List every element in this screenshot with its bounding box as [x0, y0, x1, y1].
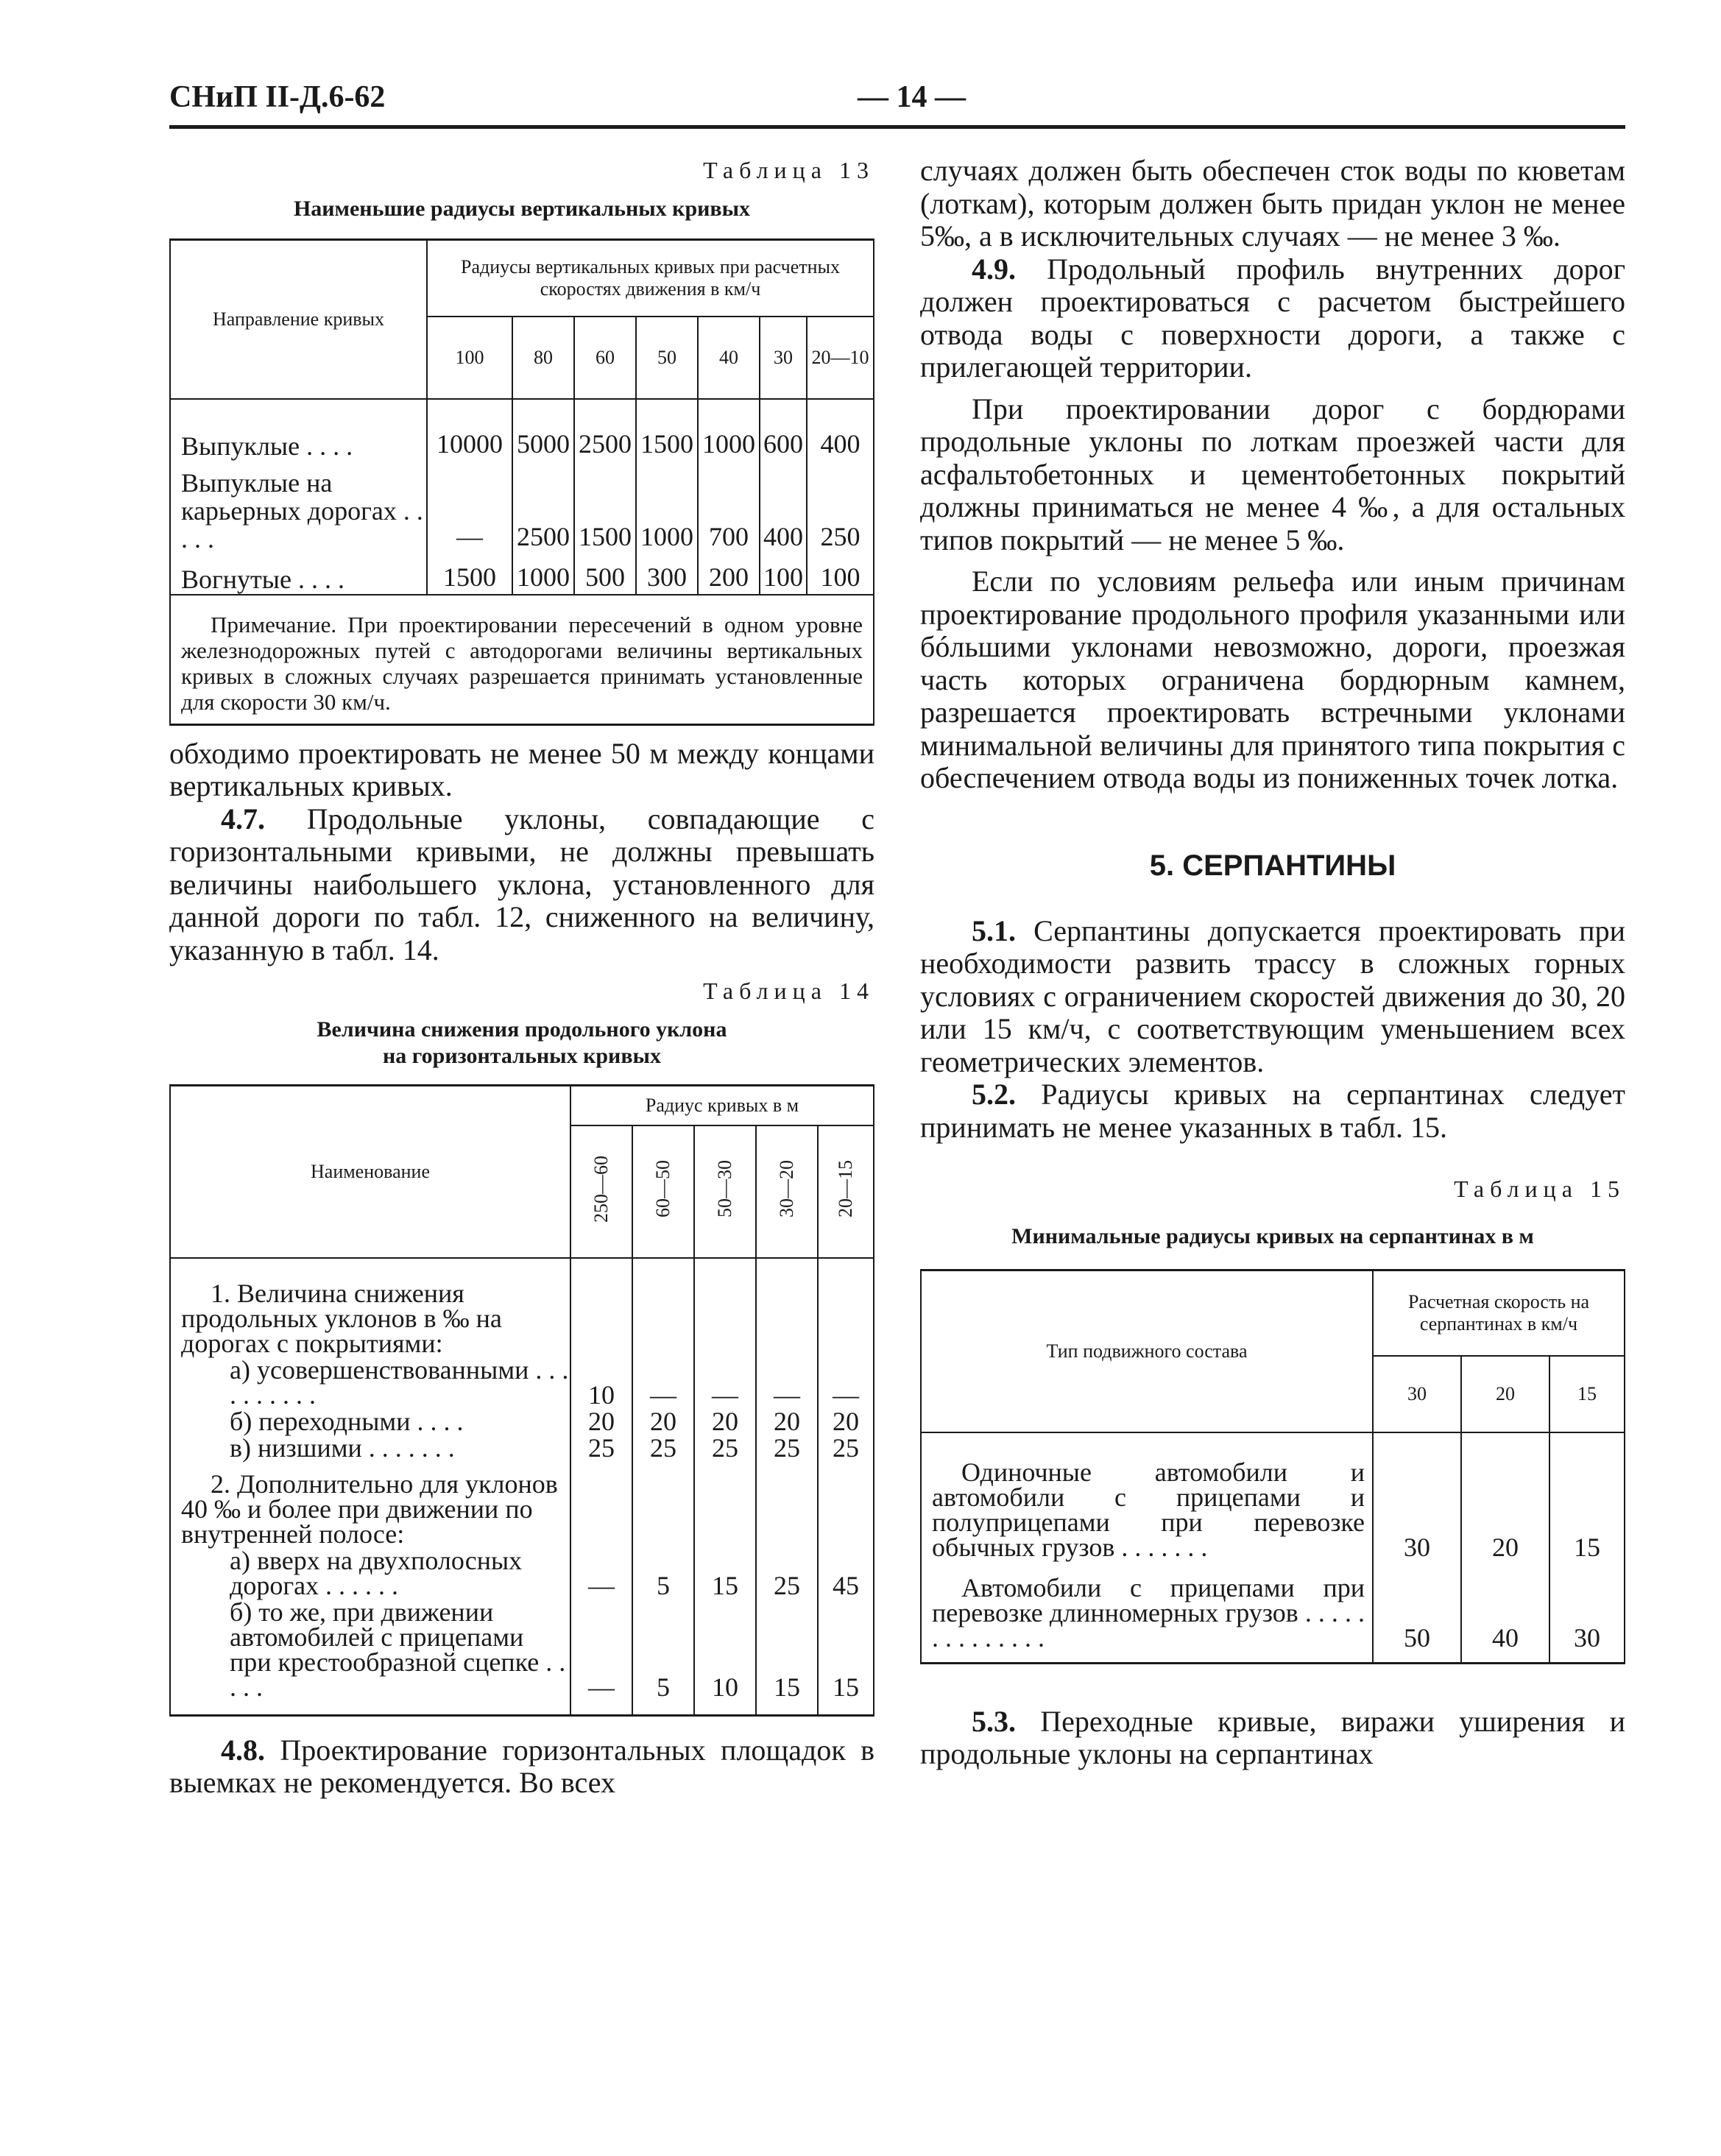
value-cell: 500	[574, 554, 636, 595]
value-cell: 25	[756, 1547, 818, 1599]
paragraph: Если по условиям рельефа или иным причинам проектирование продольного профиля указанными или бóльшими уклонами невозможно, дороги, проезжая часть которых ограничена бордюрным камнем, разрешается проектировать встречными уклонами минимальной величины для принятого типа покрытия с обеспечением отвода воды из пониженных точек лотка.	[920, 565, 1625, 794]
table14-group-head: Радиус кривых в м	[570, 1086, 874, 1125]
value-cell: 10000	[427, 399, 512, 461]
value-cell: —	[818, 1357, 874, 1408]
value-cell: —	[632, 1357, 694, 1408]
clause-number: 4.9.	[972, 252, 1016, 286]
clause-text: Радиусы кривых на серпантинах следует принимать не менее указанных в табл. 15.	[920, 1078, 1625, 1144]
table13-note: Примечание. При проектировании пересечений в одном уровне железнодорожных путей с автодорогами величины вертикальных кривых в сложных случаях разрешается принимать установленные для скорости 30 км/ч.	[181, 611, 863, 715]
value-cell: 15	[756, 1599, 818, 1716]
table-row	[170, 1357, 874, 1408]
value-cell: 20	[1461, 1432, 1549, 1561]
value-cell: 2500	[574, 399, 636, 461]
value-cell: —	[570, 1547, 632, 1599]
table15-title: Минимальные радиусы кривых на серпантинах в м	[1011, 1224, 1534, 1248]
table15-group-head: Расчетная скорость на серпантинах в км/ч	[1373, 1270, 1625, 1356]
table13-group-head: Радиусы вертикальных кривых при расчетных скоростях движения в км/ч	[427, 240, 874, 317]
value-cell: 10	[570, 1357, 632, 1408]
value-cell: 25	[632, 1435, 694, 1461]
speed-cell: 60	[574, 317, 636, 399]
radius-cell: 20—15	[835, 1160, 856, 1217]
value-cell: 20	[756, 1408, 818, 1435]
clause-number: 5.1.	[972, 913, 1016, 947]
speed-cell: 50	[636, 317, 698, 399]
value-cell: —	[570, 1599, 632, 1716]
value-cell: 1000	[698, 399, 760, 461]
table-row	[170, 1258, 874, 1357]
radius-cell: 50—30	[714, 1160, 735, 1217]
value-cell: 5000	[512, 399, 574, 461]
speed-cell: 20	[1461, 1356, 1549, 1432]
table-row	[921, 1432, 1625, 1561]
value-cell: 45	[818, 1547, 874, 1599]
speed-cell: 40	[698, 317, 760, 399]
table13-caption: Таблица 13	[703, 157, 874, 183]
row-label: Выпуклые на карьерных дорогах . . . . .	[170, 461, 427, 554]
table13-title: Наименьшие радиусы вертикальных кривых	[293, 197, 751, 221]
table-row	[170, 554, 874, 595]
value-cell: 400	[760, 461, 807, 554]
paragraph-5-3	[920, 1706, 1625, 1771]
clause-number: 4.7.	[221, 802, 265, 835]
speed-cell: 20—10	[807, 317, 874, 399]
value-cell: 2500	[512, 461, 574, 554]
radius-cell: 250—60	[590, 1155, 612, 1223]
table-row	[170, 461, 874, 554]
value-cell: 300	[636, 554, 698, 595]
speed-cell: 30	[760, 317, 807, 399]
paragraph-4-9	[920, 253, 1625, 384]
row-label: Одиночные автомобили и автомобили с прицепами и полуприцепами при перевозке обычных грузов . . . . . . .	[921, 1432, 1373, 1561]
speed-cell: 30	[1373, 1356, 1461, 1432]
table14	[169, 1084, 874, 1717]
table-row	[921, 1561, 1625, 1664]
value-cell: 15	[694, 1547, 756, 1599]
value-cell: 1500	[427, 554, 512, 595]
table-row	[170, 1599, 874, 1716]
row-label: б) переходными . . . .	[170, 1408, 570, 1435]
value-cell: 20	[694, 1408, 756, 1435]
clause-number: 5.2.	[972, 1078, 1016, 1111]
page-number: — 14 —	[858, 80, 966, 114]
speed-cell: 80	[512, 317, 574, 399]
value-cell: 20	[570, 1408, 632, 1435]
paragraph: обходимо проектировать не менее 50 м между концами вертикальных кривых.	[169, 736, 874, 802]
value-cell: 30	[1373, 1432, 1461, 1561]
table14-title-2: на горизонтальных кривых	[383, 1044, 661, 1068]
value-cell: 250	[807, 461, 874, 554]
value-cell: 25	[756, 1435, 818, 1461]
page-header	[169, 79, 1625, 129]
row-label: 2. Дополнительно для уклонов 40 ‰ и более при движении по внутренней полосе:	[170, 1461, 570, 1547]
value-cell: 1000	[636, 461, 698, 554]
row-label: Выпуклые . . . .	[170, 399, 427, 461]
paragraph: случаях должен быть обеспечен сток воды по кюветам (лоткам), которым должен быть придан уклон не менее 5‰, а в исключительных случаях — не менее 3 ‰.	[920, 154, 1625, 252]
value-cell: 20	[818, 1408, 874, 1435]
radius-cell: 60—50	[652, 1160, 674, 1217]
table15-caption: Таблица 15	[1454, 1176, 1625, 1202]
value-cell: 40	[1461, 1561, 1549, 1664]
value-cell: 25	[570, 1435, 632, 1461]
value-cell: 20	[632, 1408, 694, 1435]
clause-text: Продольный профиль внутренних дорог должен проектироваться с расчетом быстрейшего отвода воды с поверхности дороги, а также с прилегающей территории.	[920, 252, 1625, 384]
row-label: Вогнутые . . . .	[170, 554, 427, 595]
value-cell: 10	[694, 1599, 756, 1716]
table-row	[170, 1461, 874, 1547]
table15-col-head: Тип подвижного состава	[921, 1270, 1373, 1432]
right-column	[920, 155, 1625, 1771]
row-label: Автомобили с прицепами при перевозке длинномерных грузов . . . . . . . . . . . . . .	[921, 1561, 1373, 1664]
value-cell: 1500	[636, 399, 698, 461]
value-cell: 400	[807, 399, 874, 461]
document-code: СНиП II-Д.6-62	[169, 80, 386, 114]
table14-caption: Таблица 14	[703, 978, 874, 1004]
paragraph-4-8	[169, 1734, 874, 1800]
value-cell: 15	[818, 1599, 874, 1716]
value-cell: —	[694, 1357, 756, 1408]
value-cell: 100	[760, 554, 807, 595]
clause-text: Проектирование горизонтальных площадок в выемках не рекомендуется. Во всех	[169, 1733, 874, 1799]
clause-text: Серпантины допускается проектировать при необходимости развить трассу в сложных горных условиях с ограничением скоростей движения до 30, 20 или 15 км/ч, с соответствующим уменьшением всех геометрических элементов.	[920, 913, 1625, 1078]
table-row	[170, 1408, 874, 1435]
paragraph-5-1	[920, 915, 1625, 1079]
paragraph-5-2	[920, 1078, 1625, 1144]
clause-number: 4.8.	[221, 1733, 265, 1767]
value-cell: 1500	[574, 461, 636, 554]
row-label: в) низшими . . . . . . .	[170, 1435, 570, 1461]
paragraph-4-7	[169, 803, 874, 967]
clause-text: Продольные уклоны, совпадающие с горизонтальными кривыми, не должны превышать величины наибольшего уклона, установленного для данной дороги по табл. 12, сниженного на величину, указанную в табл. 14.	[169, 802, 874, 966]
clause-number: 5.3.	[972, 1704, 1016, 1738]
speed-cell: 100	[427, 317, 512, 399]
row-label: б) то же, при движении автомобилей с прицепами при крестообразной сцепке . . . . .	[170, 1599, 570, 1716]
value-cell: 25	[818, 1435, 874, 1461]
value-cell: 1000	[512, 554, 574, 595]
row-label: а) вверх на двухполосных дорогах . . . . . .	[170, 1547, 570, 1599]
table15	[920, 1269, 1625, 1664]
table13	[169, 238, 874, 726]
paragraph: При проектировании дорог с бордюрами продольные уклоны по лоткам проезжей части для асфальтобетонных и цементобетонных покрытий должны приниматься не менее 4 ‰, а для остальных типов покрытий — не менее 5 ‰.	[920, 392, 1625, 556]
value-cell: 700	[698, 461, 760, 554]
speed-cell: 15	[1549, 1356, 1625, 1432]
row-label: 1. Величина снижения продольных уклонов в ‰ на дорогах с покрытиями:	[170, 1258, 570, 1357]
table13-col-head: Направление кривых	[170, 240, 427, 399]
value-cell: 50	[1373, 1561, 1461, 1664]
table-row	[170, 1435, 874, 1461]
value-cell: 100	[807, 554, 874, 595]
left-column	[169, 155, 874, 1800]
table14-title-1: Величина снижения продольного уклона	[317, 1017, 727, 1042]
table-row	[170, 1547, 874, 1599]
value-cell: —	[427, 461, 512, 554]
table14-col-head: Наименование	[170, 1086, 570, 1258]
value-cell: 30	[1549, 1561, 1625, 1664]
clause-text: Переходные кривые, виражи уширения и продольные уклоны на серпантинах	[920, 1704, 1625, 1770]
row-label: а) усовершенствованными . . . . . . . . . .	[170, 1357, 570, 1408]
radius-cell: 30—20	[776, 1160, 797, 1217]
value-cell: 200	[698, 554, 760, 595]
value-cell: 5	[632, 1599, 694, 1716]
value-cell: 600	[760, 399, 807, 461]
value-cell: —	[756, 1357, 818, 1408]
value-cell: 25	[694, 1435, 756, 1461]
table-row	[170, 399, 874, 461]
value-cell: 15	[1549, 1432, 1625, 1561]
value-cell: 5	[632, 1547, 694, 1599]
section-title: 5. СЕРПАНТИНЫ	[1149, 849, 1396, 882]
